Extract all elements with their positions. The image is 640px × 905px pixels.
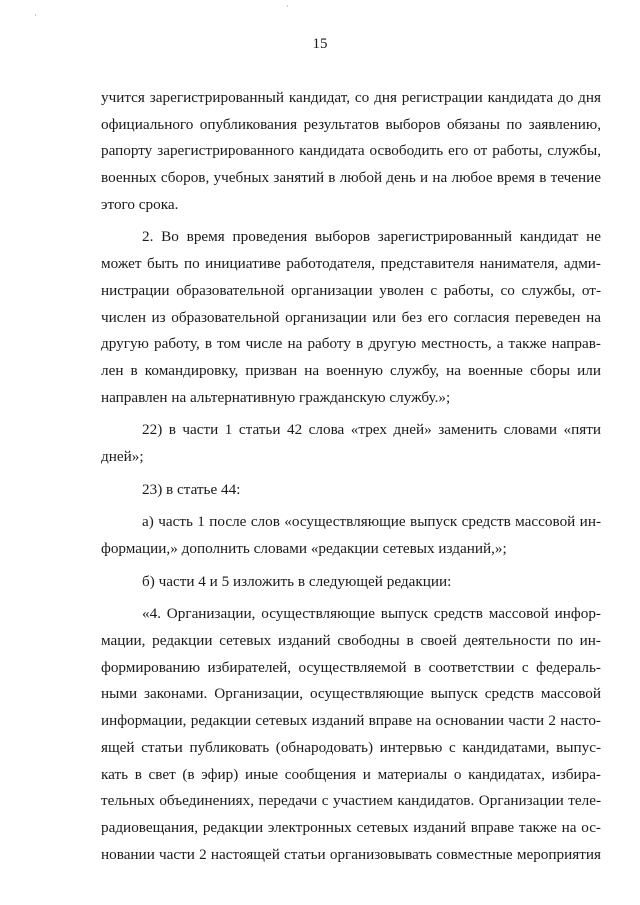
- text-line: лен в командировку, призван на военную службу, на военные сборы или: [101, 361, 601, 379]
- text-line: может быть по инициативе работодателя, представителя нанимателя, адми-: [101, 255, 601, 273]
- text-line: формированию избирателей, осуществляемой в соответствии с федераль-: [101, 658, 601, 676]
- text-line: ящей статьи публиковать (обнародовать) интервью с кандидатами, выпус-: [101, 738, 601, 756]
- text-line: ными законами. Организации, осуществляющие выпуск средств массовой: [101, 685, 601, 703]
- text-line: тельных объединениях, передачи с участием кандидатов. Организации теле-: [101, 792, 601, 810]
- text-line: кать в свет (в эфир) иные сообщения и материалы о кандидатах, избира-: [101, 765, 601, 783]
- text-line: мации, редакции сетевых изданий свободны в своей деятельности по ин-: [101, 632, 601, 650]
- text-line: рапорту зарегистрированного кандидата освободить его от работы, службы,: [101, 142, 601, 160]
- paragraph: [101, 477, 601, 504]
- text-line: другую работу, в том числе на работу в другую местность, а также направ-: [101, 335, 601, 353]
- page-number: 15: [312, 36, 328, 52]
- text-line: формации,» дополнить словами «редакции сетевых изданий,»;: [101, 540, 507, 557]
- text-line: радиовещания, редакции электронных сетевых изданий вправе также на ос-: [101, 818, 601, 836]
- text-line: официального опубликования результатов выборов обязаны по заявлению,: [101, 115, 601, 133]
- paragraph: [101, 509, 601, 562]
- text-line: этого срока.: [101, 195, 179, 213]
- paragraph: [101, 601, 601, 868]
- text-line: направлен на альтернативную гражданскую службу.»;: [101, 388, 451, 406]
- scan-speck: ·: [286, 2, 289, 11]
- text-line: 23) в статье 44:: [142, 480, 241, 498]
- scan-speck: ·: [34, 11, 37, 20]
- paragraph: [101, 85, 601, 218]
- text-line: а) часть 1 после слов «осуществляющие выпуск средств массовой ин-: [142, 513, 601, 531]
- paragraph: [101, 224, 601, 411]
- paragraph: [101, 569, 601, 596]
- text-line: б) части 4 и 5 изложить в следующей редакции:: [142, 572, 452, 590]
- text-line: дней»;: [101, 447, 144, 465]
- text-line: учится зарегистрированный кандидат, со дня регистрации кандидата до дня: [101, 89, 601, 106]
- document-body: [101, 85, 601, 868]
- text-line: информации, редакции сетевых изданий вправе на основании части 2 насто-: [101, 712, 601, 730]
- text-line: военных сборов, учебных занятий в любой день и на любое время в течение: [101, 169, 601, 187]
- text-line: нистрации образовательной организации уволен с работы, со службы, от-: [101, 281, 601, 299]
- text-line: числен из образовательной организации или без его согласия переведен на: [101, 308, 601, 326]
- text-line: «4. Организации, осуществляющие выпуск средств массовой инфор-: [142, 605, 601, 623]
- text-line: новании части 2 настоящей статьи организовывать совместные мероприятия: [101, 845, 601, 863]
- text-line: 22) в части 1 статьи 42 слова «трех дней» заменить словами «пяти: [142, 421, 601, 439]
- text-line: 2. Во время проведения выборов зарегистрированный кандидат не: [142, 228, 601, 246]
- paragraph: [101, 417, 601, 470]
